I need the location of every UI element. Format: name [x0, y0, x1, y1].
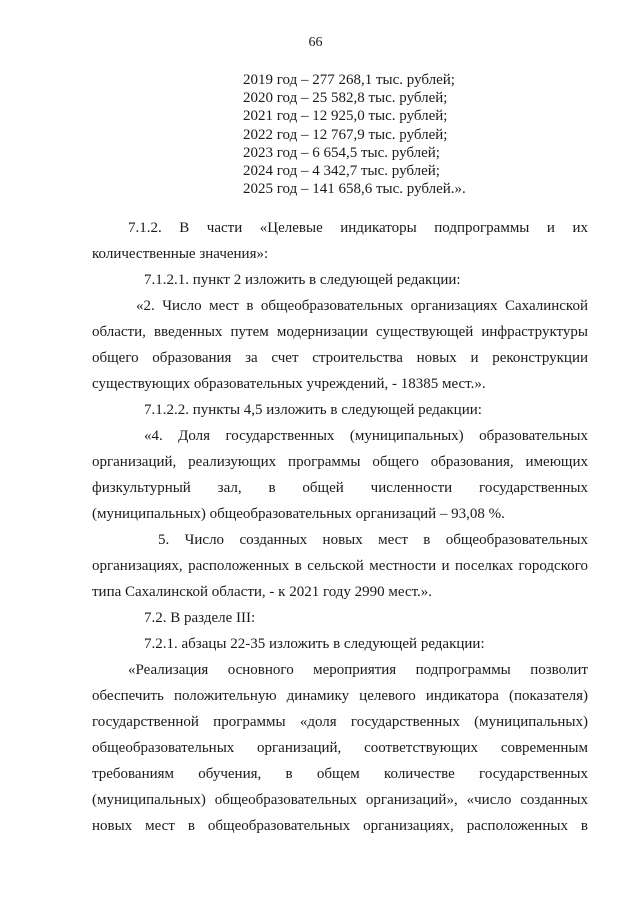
quote-item-4: «4. Доля государственных (муниципальных) образовательных организаций, реализующих программы общего образования, имеющих физкультурный зал, в общей численности государственных (муниципальных) общеобразовательных организаций – 93,08 %.: [92, 428, 588, 522]
paragraph-7-1-2: 7.1.2. В части «Целевые индикаторы подпрограммы и их количественные значения»:: [92, 220, 588, 262]
budget-year-item: 2024 год – 4 342,7 тыс. рублей;: [243, 163, 440, 180]
quote-item-2: «2. Число мест в общеобразовательных организациях Сахалинской области, введенных путем модернизации существующей инфраструктуры общего образования за счет строительства новых и реконструкции существующих образовательных учреждений, - 18385 мест.».: [92, 298, 588, 392]
budget-year-item: 2021 год – 12 925,0 тыс. рублей;: [243, 108, 448, 125]
page-number: 66: [308, 35, 323, 50]
budget-year-item: 2022 год – 12 767,9 тыс. рублей;: [243, 126, 448, 143]
paragraph-7-2-1: 7.2.1. абзацы 22-35 изложить в следующей редакции:: [144, 636, 485, 652]
budget-year-item: 2025 год – 141 658,6 тыс. рублей.».: [243, 181, 466, 198]
paragraph-7-1-2-1: 7.1.2.1. пункт 2 изложить в следующей редакции:: [144, 272, 461, 288]
budget-year-item: 2019 год – 277 268,1 тыс. рублей;: [243, 72, 455, 88]
quote-realization: «Реализация основного мероприятия подпрограммы позволит обеспечить положительную динамику целевого индикатора (показателя) государственной программы «доля государственных (муниципальных) общеобразовательных организаций, соответствующих современным требованиям обучения, в общем количестве государственных (муниципальных) общеобразовательных организаций», «число созданных новых мест в общеобразовательных организациях, расположенных в: [92, 662, 588, 834]
budget-year-item: 2020 год – 25 582,8 тыс. рублей;: [243, 90, 448, 107]
quote-item-5: 5. Число созданных новых мест в общеобразовательных организациях, расположенных в сельской местности и поселках городского типа Сахалинской области, - к 2021 году 2990 мест.».: [92, 532, 588, 600]
budget-year-item: 2023 год – 6 654,5 тыс. рублей;: [243, 144, 440, 161]
budget-year-list: [243, 71, 466, 198]
paragraph-7-1-2-2: 7.1.2.2. пункты 4,5 изложить в следующей редакции:: [144, 402, 482, 418]
paragraph-7-2: 7.2. В разделе III:: [144, 610, 256, 626]
